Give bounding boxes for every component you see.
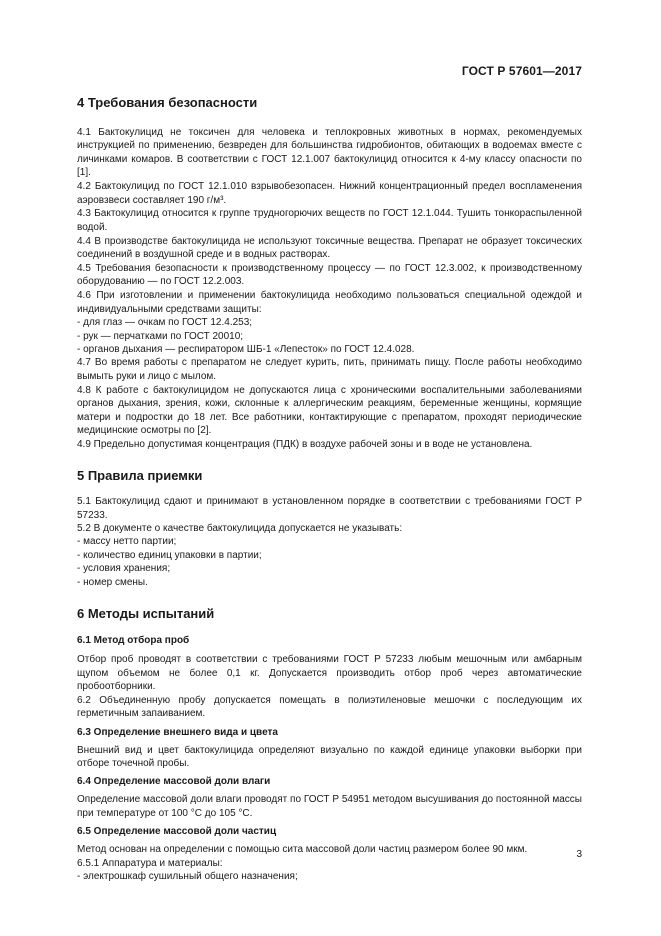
list-item: - количество единиц упаковки в партии; bbox=[77, 549, 262, 561]
paragraph-6-5: Метод основан на определении с помощью сита массовой доли частиц размером более 90 мкм. bbox=[77, 844, 528, 856]
paragraph-6-1: Отбор проб проводят в соответствии с требованиями ГОСТ Р 57233 любым мешочным или амбарным щупом объемом не более 0,1 кг. Допускается производить отбор проб через автоматические пробоотборники. bbox=[77, 654, 582, 692]
paragraph-5-2: 5.2 В документе о качестве бактокулицида допускается не указывать: bbox=[77, 523, 403, 535]
list-item: - органов дыхания — респиратором ШБ-1 «Лепесток» по ГОСТ 12.4.028. bbox=[77, 344, 415, 355]
subsection-6-1-title: 6.1 Метод отбора проб bbox=[77, 635, 190, 647]
paragraph-4-3: 4.3 Бактокулицид относится к группе трудногорючих веществ по ГОСТ 12.1.044. Тушить тонкораспыленной водой. bbox=[77, 208, 582, 233]
section-5-title: 5 Правила приемки bbox=[77, 468, 203, 484]
paragraph-4-9: 4.9 Предельно допустимая концентрация (ПДК) в воздухе рабочей зоны и в воде не установлена. bbox=[77, 438, 533, 450]
paragraph-4-7: 4.7 Во время работы с препаратом не следует курить, пить, принимать пищу. После работы необходимо вымыть руки и лицо с мылом. bbox=[77, 357, 582, 382]
paragraph-5-1: 5.1 Бактокулицид сдают и принимают в установленном порядке в соответствии с требованиями ГОСТ Р 57233. bbox=[77, 496, 582, 521]
document-code: ГОСТ Р 57601—2017 bbox=[461, 64, 582, 78]
paragraph-4-6: 4.6 При изготовлении и применении бактокулицида необходимо пользоваться специальной одеждой и индивидуальными средствами защиты: bbox=[77, 290, 582, 315]
section-4-title: 4 Требования безопасности bbox=[77, 95, 258, 110]
paragraph-6-3: Внешний вид и цвет бактокулицида определяют визуально по каждой единице упаковки выборки при отборе точечной пробы. bbox=[77, 744, 582, 770]
paragraph-4-4: 4.4 В производстве бактокулицида не используют токсичные вещества. Препарат не образует токсических соединений в воздушной среде и в водных растворах. bbox=[77, 235, 582, 261]
paragraph-6-4: Определение массовой доли влаги проводят по ГОСТ Р 54951 методом высушивания до постоянной массы при температуре от 100 °С до 105 °С. bbox=[77, 794, 582, 819]
paragraph-4-2: 4.2 Бактокулицид по ГОСТ 12.1.010 взрывобезопасен. Нижний концентрационный предел воспламенения аэровзвеси составляет 190 г/м³. bbox=[77, 181, 582, 206]
paragraph-6-2: 6.2 Объединенную пробу допускается помещать в полиэтиленовые мешочки с последующим их герметичным запаиванием. bbox=[77, 694, 582, 720]
list-item: - массу нетто партии; bbox=[77, 536, 177, 548]
page-number: 3 bbox=[576, 849, 582, 860]
document-body bbox=[77, 95, 582, 883]
paragraph-6-5-1: 6.5.1 Аппаратура и материалы: bbox=[77, 857, 223, 869]
paragraph-4-5: 4.5 Требования безопасности к производственному процессу — по ГОСТ 12.3.002, к производственному оборудованию — по ГОСТ 12.2.003. bbox=[77, 263, 582, 288]
subsection-6-5-title: 6.5 Определение массовой доли частиц bbox=[77, 826, 277, 838]
list-item: - электрошкаф сушильный общего назначения; bbox=[77, 871, 298, 883]
paragraph-4-8: 4.8 К работе с бактокулицидом не допускаются лица с хроническими воспалительными заболеваниями органов дыхания, зрения, кожи, склонные к аллергическим реакциям, беременные женщины, кормящие матери и подростки до 18 лет. Все работники, контактирующие с препаратом, проходят периодические медицинские осмотры по [2]. bbox=[77, 384, 582, 436]
list-item: - рук — перчатками по ГОСТ 20010; bbox=[77, 330, 244, 342]
list-item: - номер смены. bbox=[77, 576, 148, 588]
section-6-title: 6 Методы испытаний bbox=[77, 606, 215, 622]
subsection-6-4-title: 6.4 Определение массовой доли влаги bbox=[77, 776, 271, 788]
list-item: - условия хранения; bbox=[77, 563, 171, 575]
paragraph-4-1: 4.1 Бактокулицид не токсичен для человека и теплокровных животных в нормах, рекомендуемых инструкцией по применению, безвреден для большинства гидробионтов, обитающих в водоемах вместе с личинками комаров. В соответствии с ГОСТ 12.1.007 бактокулицид относится к 4-му классу опасности по [1]. bbox=[77, 127, 582, 179]
subsection-6-3-title: 6.3 Определение внешнего вида и цвета bbox=[77, 726, 278, 738]
list-item: - для глаз — очкам по ГОСТ 12.4.253; bbox=[77, 317, 253, 329]
